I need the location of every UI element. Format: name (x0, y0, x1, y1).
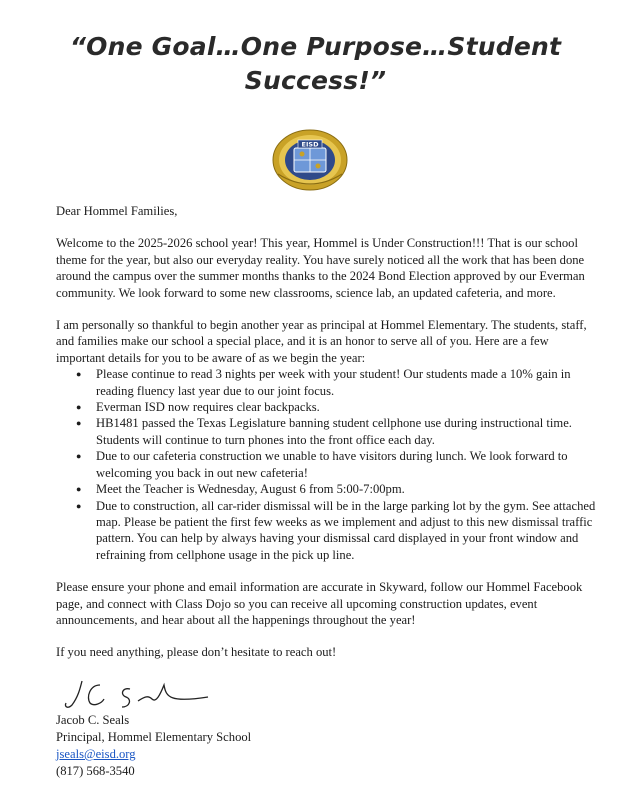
email-link[interactable]: jseals@eisd.org (56, 747, 136, 761)
phone-number: (817) 568-3540 (56, 764, 135, 778)
greeting: Dear Hommel Families, (56, 204, 178, 218)
eisd-seal-logo (270, 128, 350, 192)
closing-line: If you need anything, please don’t hesitate to reach out! (56, 645, 337, 660)
handwritten-signature (60, 675, 210, 715)
letter-title: “One Goal…One Purpose…Student Success!” (69, 32, 562, 95)
letter-body (56, 203, 596, 677)
list-item: ● Everman ISD now requires clear backpacks. (56, 399, 596, 415)
signer-name: Jacob C. Seals (56, 713, 130, 727)
list-item: ● Due to construction, all car-rider dismissal will be in the large parking lot by the gym. See attached map. Please be patient the first few weeks as we implement and adjust to this new dismissal traffic pattern. You can help by always having your dismissal card displayed in your front window and refraining from cellphone usage in the pick up line. (56, 498, 596, 564)
signer-title: Principal, Hommel Elementary School (56, 730, 252, 744)
intro-paragraph: Welcome to the 2025-2026 school year! This year, Hommel is Under Construction!!! That is our school theme for the year, but also our everyday reality. You have surely noticed all the work that has been done around the campus over the summer months thanks to the 2024 Bond Election approved by our Everman community. We look forward to some new classrooms, science lab, an updated cafeteria, and more. (56, 236, 585, 300)
list-item: ● Meet the Teacher is Wednesday, August 6 from 5:00-7:00pm. (56, 481, 596, 497)
list-item: ● HB1481 passed the Texas Legislature banning student cellphone use during instructional time. Students will continue to turn phones into the front office each day. (56, 415, 596, 448)
signature-block (56, 712, 251, 780)
details-intro-paragraph: I am personally so thankful to begin another year as principal at Hommel Elementary. The students, staff, and families make our school a special place, and it is an honor to serve all of you. Here are a few important details for you to be aware of as we begin the year: (56, 318, 587, 365)
contact-info-paragraph: Please ensure your phone and email information are accurate in Skyward, follow our Hommel Facebook page, and connect with Class Dojo so you can receive all upcoming construction updates, event announcements, and hear about all the happenings throughout the year! (56, 580, 583, 627)
details-list (56, 366, 596, 563)
list-item: ● Please continue to read 3 nights per week with your student! Our students made a 10% gain in reading fluency last year due to our joint focus. (56, 366, 596, 399)
eisd-seal-text: EISD (301, 140, 319, 149)
list-item: ● Due to our cafeteria construction we unable to have visitors during lunch. We look forward to welcoming you back in out new cafeteria! (56, 448, 596, 481)
